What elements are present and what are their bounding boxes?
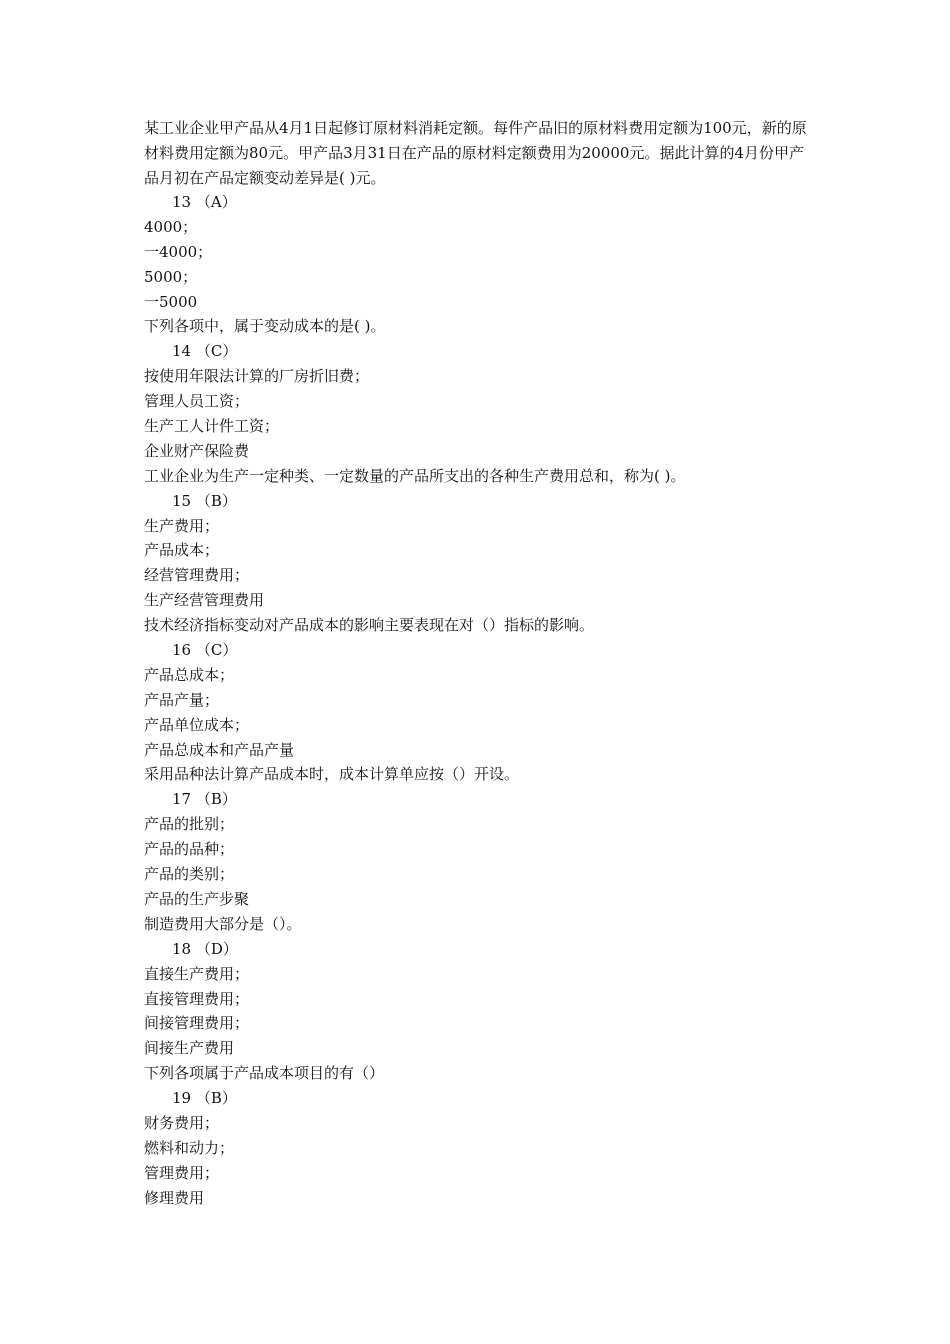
option-line: 4000； bbox=[144, 217, 198, 236]
option-line: 财务费用； bbox=[144, 1113, 220, 1132]
option-line: 间接生产费用 bbox=[144, 1039, 235, 1058]
option-line: 产品总成本； bbox=[144, 665, 235, 684]
question-line: 下列各项中，属于变动成本的是( )。 bbox=[144, 317, 386, 336]
question-line: 制造费用大部分是（）。 bbox=[144, 914, 302, 933]
answer-line: 18 （D） bbox=[172, 939, 238, 958]
option-line: 产品的生产步聚 bbox=[144, 889, 250, 908]
option-line: 一4000； bbox=[144, 242, 213, 261]
option-line: 生产工人计件工资； bbox=[144, 417, 280, 436]
question-line: 采用品种法计算产品成本时，成本计算单应按（）开设。 bbox=[144, 765, 520, 784]
option-line: 产品单位成本； bbox=[144, 715, 250, 734]
question-line: 技术经济指标变动对产品成本的影响主要表现在对（）指标的影响。 bbox=[144, 616, 595, 635]
option-line: 管理人员工资； bbox=[144, 392, 250, 411]
option-line: 一5000 bbox=[144, 292, 198, 311]
question-intro: 某工业企业甲产品从4月1日起修订原材料消耗定额。每件产品旧的原材料费用定额为100元，新的原材料费用定额为80元。甲产品3月31日在产品的原材料定额费用为20000元。据此计算的4月份甲产品月初在产品定额变动差异是( )元。 bbox=[144, 119, 807, 187]
option-line: 产品成本； bbox=[144, 541, 220, 560]
question-list bbox=[144, 190, 824, 1211]
option-line: 修理费用 bbox=[144, 1188, 205, 1207]
answer-line: 14 （C） bbox=[172, 342, 238, 361]
option-line: 间接管理费用； bbox=[144, 1014, 250, 1033]
answer-line: 13 （A） bbox=[172, 193, 237, 211]
option-line: 直接管理费用； bbox=[144, 989, 250, 1008]
option-line: 产品的品种； bbox=[144, 840, 235, 859]
option-line: 5000； bbox=[144, 267, 198, 286]
option-line: 直接生产费用； bbox=[144, 964, 250, 983]
answer-line: 16 （C） bbox=[172, 641, 238, 660]
question-line: 下列各项属于产品成本项目的有（） bbox=[144, 1064, 385, 1083]
question-line: 工业企业为生产一定种类、一定数量的产品所支出的各种生产费用总和，称为( )。 bbox=[144, 466, 686, 485]
option-line: 企业财产保险费 bbox=[144, 441, 250, 460]
answer-line: 19 （B） bbox=[172, 1089, 237, 1108]
option-line: 经营管理费用； bbox=[144, 566, 250, 585]
option-line: 产品总成本和产品产量 bbox=[144, 740, 295, 759]
option-line: 管理费用； bbox=[144, 1163, 220, 1182]
option-line: 产品的类别； bbox=[144, 865, 235, 884]
option-line: 产品产量； bbox=[144, 690, 220, 709]
option-line: 按使用年限法计算的厂房折旧费； bbox=[144, 367, 370, 386]
option-line: 产品的批别； bbox=[144, 815, 235, 834]
answer-line: 15 （B） bbox=[172, 491, 237, 510]
option-line: 燃料和动力； bbox=[144, 1138, 235, 1157]
option-line: 生产经营管理费用 bbox=[144, 591, 265, 610]
option-line: 生产费用； bbox=[144, 516, 220, 535]
answer-line: 17 （B） bbox=[172, 790, 237, 809]
